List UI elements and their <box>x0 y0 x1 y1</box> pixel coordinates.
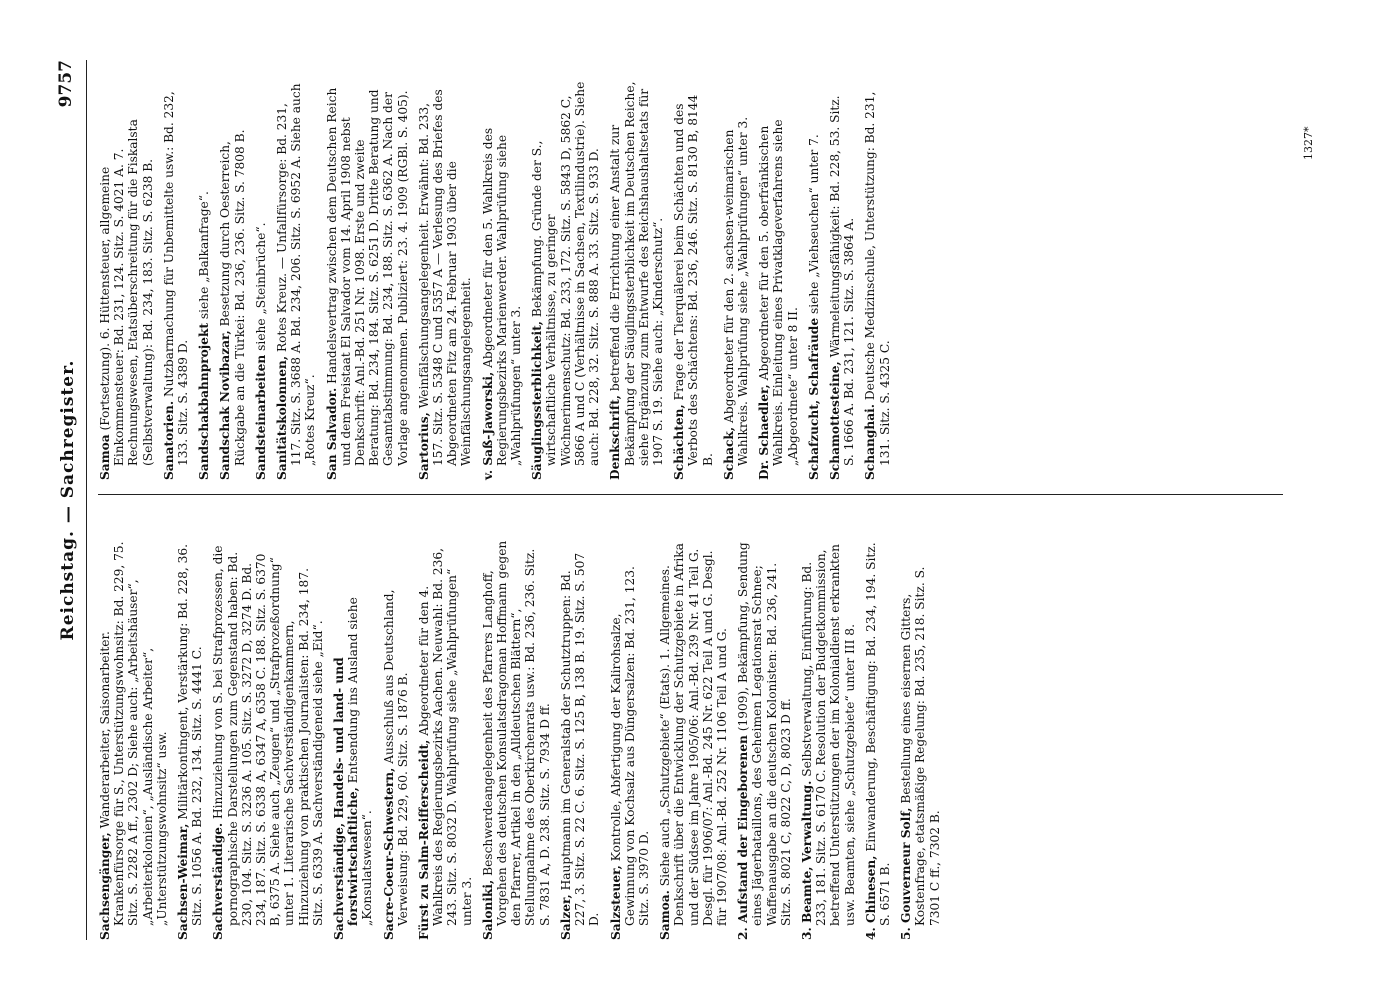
entry-keyword: Sandsteinarbeiten <box>253 354 268 480</box>
entry-keyword: Sanatorien. <box>161 400 176 480</box>
entry-text: siehe „Viehseuchen“ unter 7. <box>806 134 821 318</box>
entry-text: Frage der Tierquälerei beim Schächten und des Verbots des Schächtens: Bd. 236, 246. Sitz. S. 8130 B, 8144 B. <box>672 94 715 466</box>
entry-keyword: v. Saß-Jaworski, <box>480 371 495 480</box>
entry-keyword: 5. Gouverneur Solf, <box>899 807 914 940</box>
entry-keyword: Salzer, <box>558 894 573 940</box>
register-entry <box>481 80 524 480</box>
entry-text: siehe „Balkanfrage“. <box>197 191 212 323</box>
entry-text: Siehe auch „Schutzgebiete“ (Etats). 1. Allgemeines. Denkschrift über die Entwicklung der Schutzgebiete in Afrika und der Südsee im Jahre 1905/06: Anl.-Bd. 239 Nr. 41 Teil G. Desgl. für 1906/07: Anl.-Bd. 245 Nr. 622 Teil A und G. Desgl. für 1907/08: Anl.-Bd. 252 Nr. 1106 Teil A und G. <box>658 543 729 926</box>
entry-keyword: Fürst zu Salm-Reifferscheidt, <box>417 739 432 940</box>
entry-keyword: Schanghai. <box>863 404 878 480</box>
register-entry <box>332 540 375 940</box>
entry-text: (Fortsetzung). 6. Hüttensteuer, allgemeine Einkommensteuer: Bd. 231, 124. Sitz. S. 4021 A. 7. Rechnungswesen, Etatsüberschreitung für die Fiskalsta (Selbstverwaltung): Bd. 234, 183. Sitz. S. 6238 B. <box>98 119 155 466</box>
entry-text: Nutzbarmachung für Unbemittelte usw.: Bd. 232, 133. Sitz. S. 4389 D. <box>161 91 191 466</box>
entry-text: (1909), Bekämpfung, Sendung eines Jägerbataillons, des Geheimen Legationsrat Schnee; Waffenausgabe an die deutschen Kolonisten: Bd. 236, 241. Sitz. S. 8021 C, 8022 C, D, 8023 D ff. <box>736 542 793 926</box>
entry-text: Kontrolle, Abfertigung der Kalirohsalze, Gewinnung von Kochsalz aus Düngersalzen: Bd. 231, 123. Sitz. S. 3970 D. <box>608 566 651 926</box>
entry-text: Bestellung eines eisernen Gitters, Kostenfrage, etatsmäßige Regelung: Bd. 235, 218. Sitz. S. 7301 C ff., 7302 B. <box>899 566 942 926</box>
register-entry <box>417 80 474 480</box>
register-entry <box>609 540 652 940</box>
entry-text: Handelsvertrag zwischen dem Deutschen Reich und dem Freistaat El Salvador vom 14. April 1908 nebst Denkschrift: Anl.-Bd. 251 Nr. 1098. Erste und zweite Beratung: Bd. 234, 184. Sitz. S. 6251 D. Dritte Beratung und Gesamtabstimmung: Bd. 234, 188. Sitz. S. 6362 A. Nach der Vorlage angenommen. Publiziert: 23. 4. 1909 (RGBl. S. 405). <box>324 87 410 466</box>
register-entry <box>162 80 190 480</box>
register-entry <box>382 540 410 940</box>
left-column <box>98 540 949 940</box>
register-entry <box>800 540 857 940</box>
register-entry <box>530 80 601 480</box>
entry-text: Beschwerdeangelegenheit des Pfarrers Langhoff, Vorgehen des deutschen Konsulatsdragoman Hoffmann gegen den Pfarrer, Artikel in den „Alldeutschen Blättern“, Stellungnahme des Oberkirchenrats usw.: Bd. 236, 236. Sitz. S. 7831 A, D. 238. Sitz. S. 7934 D ff. <box>480 540 552 926</box>
entry-text: Militärkontingent, Verstärkung: Bd. 228, 36. Sitz. S. 1056 A. Bd. 232, 134. Sitz. S. 4441 C. <box>176 544 205 926</box>
sheet-signature: 1327* <box>1302 126 1315 160</box>
entry-keyword: Dr. Schaedler, <box>757 384 772 480</box>
page-header <box>56 60 87 940</box>
register-entry <box>899 540 942 940</box>
entry-keyword: Säuglingssterblichkeit, <box>530 320 545 480</box>
entry-keyword: Samoa. <box>658 890 673 940</box>
entry-text: Bekämpfung. Gründe der S., wirtschaftliche Verhältnisse, zu geringer Wöchnerinnenschutz: Bd. 233, 172. Sitz. S. 5843 D, 5862 C, 5866 A und C (Verhältnisse in Sachsen, Textilindustrie). Siehe auch: Bd. 228, 32. Sitz. S. 888 A. 33. Sitz. S. 933 D. <box>530 81 602 466</box>
entry-text: Deutsche Medizinschule, Unterstützung: Bd. 231, 131. Sitz. S. 4325 C. <box>863 91 892 466</box>
register-entry <box>211 540 325 940</box>
entry-keyword: Denkschrift, <box>608 395 623 480</box>
entry-text: Hauptmann im Generalstab der Schutztruppen: Bd. 227, 3. Sitz. S. 22 C. 6. Sitz. S. 125 B, 138 B. 19. Sitz. S. 507 D. <box>558 552 602 926</box>
register-entry <box>559 540 602 940</box>
entry-keyword: Sanitätskolonnen, <box>275 355 290 480</box>
entry-text: Ausschluß aus Deutschland, Verweisung: Bd. 229, 60. Sitz. S. 1876 B. <box>381 589 410 926</box>
register-entry <box>608 80 665 480</box>
register-entry <box>481 540 552 940</box>
register-entry <box>807 80 821 480</box>
entry-keyword: Schafzucht, Schafräude <box>806 317 821 480</box>
register-entry <box>757 80 800 480</box>
register-entry <box>672 80 715 480</box>
entry-text: Wanderarbeiter, Saisonarbeiter. Krankenfürsorge für S., Unterstützungswohnsitz: Bd. 229, 75. Sitz. S. 2282 A ff., 2302 D; Siehe auch: „Arbeitshäuser“, „Arbeiterkolonien“, „Ausländische Arbeiter“, „Unterstützungswohnsitz“ usw. <box>98 541 169 926</box>
register-entry <box>828 80 856 480</box>
entry-keyword: Sandschak Novibazar, <box>218 330 233 480</box>
register-entry <box>218 80 246 480</box>
entry-text: Abgeordneter für den 4. Wahlkreis des Regierungsbezirks Aachen. Neuwahl: Bd. 236, 243. Sitz. S. 8032 D. Wahlprüfung siehe „Wahlprüfungen“ unter 3. <box>417 548 474 926</box>
entry-text: Einwanderung, Beschäftigung: Bd. 234, 194. Sitz. S. 6571 B. <box>863 542 892 926</box>
register-entry <box>722 80 750 480</box>
register-entry <box>864 540 892 940</box>
entry-keyword: Saloniki, <box>480 879 495 940</box>
column-divider <box>98 494 1283 495</box>
register-entry <box>275 80 318 480</box>
entry-keyword: 2. Aufstand der Eingeborenen <box>736 735 751 940</box>
right-column <box>98 80 899 480</box>
register-entry <box>736 540 793 940</box>
register-entry <box>98 80 155 480</box>
entry-keyword: Schack, <box>721 426 736 480</box>
entry-text: Selbstverwaltung, Einführung: Bd. 233, 181. Sitz. S. 6170 C. Resolution der Budgetkommission, betreffend Unterstützungen der im Kolonialdienst erkrankten usw. Beamten, siehe „Schutzgebiete“ unter III 8. <box>799 544 857 926</box>
entry-text: Abgeordneter für den 5. Wahlkreis des Regierungsbezirks Marienwerder. Wahlprüfung siehe „Wahlprüfungen“ unter 3. <box>480 127 524 466</box>
entry-keyword: Sachsengänger, <box>98 832 112 940</box>
entry-text: Abgeordneter für den 2. sachsen-weimarischen Wahlkreis. Wahlprüfung siehe „Wahlprüfungen“ unter 3. <box>721 116 750 466</box>
entry-keyword: Sartorius, <box>416 412 431 480</box>
entry-text: Wärmeleitungsfähigkeit: Bd. 228, 53. Sitz. S. 1666 A. Bd. 231, 121. Sitz. S. 3864 A. <box>827 95 857 466</box>
entry-keyword: Sacre-Coeur-Schwestern, <box>381 767 396 940</box>
register-entry <box>254 80 268 480</box>
entry-keyword: Sandschakbahnprojekt <box>197 322 212 480</box>
entry-keyword: Sachsen-Weimar, <box>176 823 191 940</box>
entry-keyword: Sachverständige, Handels- und land- und forstwirtschaftliche, <box>332 657 361 940</box>
register-entry <box>197 80 211 480</box>
entry-text: Hinzuziehung von S. bei Strafprozessen, die pornographische Darstellungen zum Gegenstand haben: Bd. 230, 104. Sitz. S. 3236 A. 105. Sitz. S. 3272 D, 3274 D. Bd. 234, 187. Sitz. S. 6338 A, 6347 A, 6358 C. 188. Sitz. S. 6370 B, 6375 A. Siehe auch „Zeugen“ und „Strafprozeßordnung“ unter 1. Literarische Sachverständigenkammern, Hinzuziehung von praktischen Journalisten: Bd. 234, 187. Sitz. S. 6339 A. Sachverständigeneid siehe „Eid“. <box>211 545 325 926</box>
entry-text: betreffend die Errichtung einer Anstalt zur Bekämpfung der Säuglingssterblichkeit im Deutschen Reiche, siehe Ergänzung zum Entwurfe des Reichshaushaltsetats für 1907 S. 19. Siehe auch: „Kinderschutz“. <box>608 81 665 466</box>
entry-keyword: Salzsteuer, <box>608 865 623 940</box>
entry-text: siehe „Steinbrüche“. <box>253 222 268 355</box>
register-entry <box>417 540 474 940</box>
running-title: Reichstag. — Sachregister. <box>58 359 78 641</box>
entry-text: Rotes Kreuz. — Unfallfürsorge: Bd. 231, 117. Sitz. S. 3688 A. Bd. 234, 206. Sitz. S. 6952 A. Siehe auch „Rotes Kreuz“. <box>275 83 318 466</box>
entry-keyword: Samoa <box>98 434 112 480</box>
register-entry <box>863 80 891 480</box>
entry-keyword: San Salvador. <box>324 387 339 480</box>
register-entry <box>98 540 169 940</box>
entry-text: Weinfälschungsangelegenheit. Erwähnt: Bd. 233, 157. Sitz. S. 5348 C und 5357 A — Verlesung des Briefes des Abgeordneten Fitz am 24. Februar 1903 über die Weinfälschungsangelegenheit. <box>416 89 474 466</box>
entry-keyword: Schamottesteine, <box>827 361 842 480</box>
entry-keyword: 4. Chinesen, <box>863 855 878 940</box>
entry-keyword: Sachverständige. <box>211 822 226 940</box>
entry-text: Abgeordneter für den 5. oberfränkischen Wahlkreis. Einleitung eines Privatklageverfahrens siehe „Abgeordnete“ unter 8 II. <box>757 119 800 466</box>
register-entry <box>325 80 410 480</box>
entry-text: Besetzung durch Oesterreich, Rückgabe an die Türkei: Bd. 236, 236. Sitz. S. 7808 B. <box>218 129 247 466</box>
entry-keyword: Schächten, <box>672 404 687 480</box>
entry-keyword: 3. Beamte, Verwaltung. <box>799 780 814 940</box>
register-entry <box>176 540 204 940</box>
entry-text: Entsendung ins Ausland siehe „Konsulatswesen“. <box>346 597 375 926</box>
page-number: 9757 <box>56 60 76 108</box>
register-entry <box>658 540 729 940</box>
